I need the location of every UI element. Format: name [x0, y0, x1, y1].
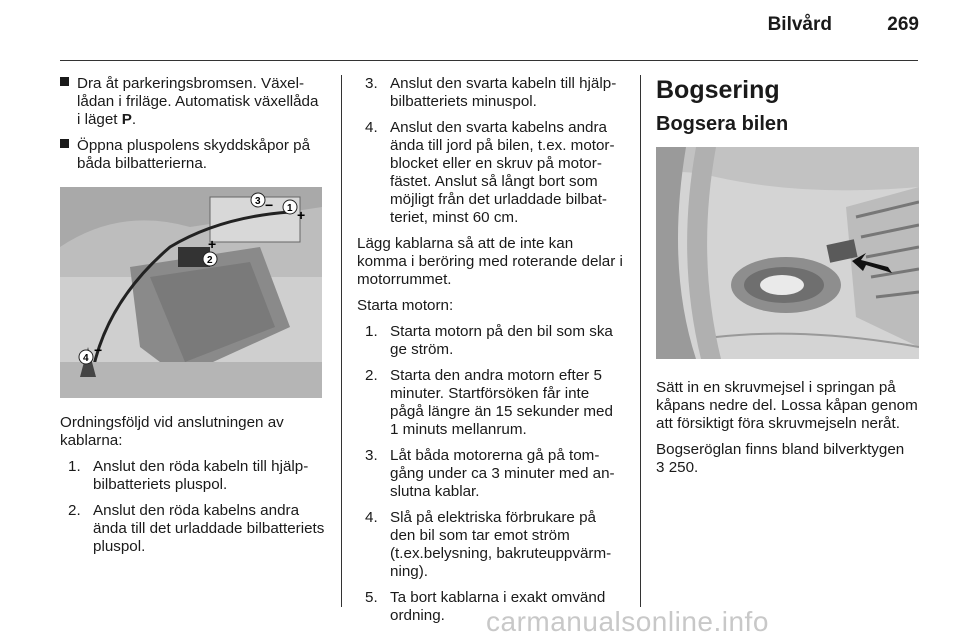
numbered-step: [365, 509, 625, 581]
column-divider-1: [341, 75, 342, 607]
page-reference-link[interactable]: 250.: [668, 459, 699, 476]
step-number: 2.: [68, 502, 81, 519]
header-rule: [60, 60, 918, 61]
figure-callout-4: 4: [83, 353, 89, 364]
figure-plus-mark: +: [208, 236, 217, 252]
numbered-step: [68, 458, 325, 494]
arrow-reference-icon: 3: [656, 459, 665, 476]
bullet-text-end: .: [131, 111, 137, 128]
bullet-square-icon: [60, 77, 69, 86]
step-text: Slå på elektriska förbrukare på den bil som tar emot ström (t.ex.belysning, bakruteuppvärmning).: [390, 509, 612, 580]
step-number: 4.: [365, 119, 378, 136]
step-text: Anslut den röda kabeln till hjälpbilbatteriets pluspol.: [93, 458, 309, 493]
numbered-step: [365, 367, 625, 439]
figure-callout-1: 1: [287, 203, 293, 214]
middle-column: [357, 75, 625, 633]
figure-plus-mark: +: [297, 207, 306, 223]
gear-position-label: P: [121, 111, 132, 128]
numbered-step: [365, 323, 625, 359]
tow-instructions: Sätt in en skruvmejsel i springan på kåpans nedre del. Lossa kåpan genom att försiktigt föra skruvmejseln neråt.: [656, 379, 918, 432]
step-number: 1.: [68, 458, 81, 475]
start-engine-intro: Starta motorn:: [357, 297, 454, 314]
step-text: Anslut den svarta kabelns andra ända till jord på bilen, t.ex. motorblocket eller en skruv på motorfästet. Anslut så långt bort som möjligt från det urladdade bilbatteriet, minst 60 cm.: [390, 119, 615, 226]
step-number: 3.: [365, 75, 378, 92]
cable-note: Lägg kablarna så att de inte kan komma i beröring med roterande delar i motorrummet.: [357, 235, 623, 288]
step-text: Starta den andra motorn efter 5 minuter. Startförsöken får inte pågå längre än 15 sekunder med 1 minuts mellanrum.: [390, 367, 613, 438]
step-number: 1.: [365, 323, 378, 340]
numbered-step: [68, 502, 325, 556]
section-heading: Bogsering: [656, 76, 780, 104]
bullet-square-icon: [60, 139, 69, 148]
tow-eye-location: [656, 441, 922, 477]
bullet-item: [60, 137, 325, 173]
numbered-step: [365, 119, 625, 227]
page-number: 269: [887, 14, 919, 35]
step-number: 2.: [365, 367, 378, 384]
tow-eye-cover-figure: [656, 147, 919, 359]
figure-callout-2: 2: [207, 255, 213, 266]
step-number: 3.: [365, 447, 378, 464]
left-column: [60, 75, 325, 564]
footer-watermark: carmanualsonline.info: [486, 606, 769, 637]
step-number: 4.: [365, 509, 378, 526]
right-column: [656, 75, 922, 477]
column-divider-2: [640, 75, 641, 607]
subsection-heading: Bogsera bilen: [656, 113, 789, 135]
figure-minus-mark: −: [94, 342, 103, 358]
connection-order-intro: Ordningsföljd vid anslutningen av kablarna:: [60, 414, 284, 449]
bullet-item: [60, 75, 325, 129]
figure-callout-3: 3: [255, 196, 261, 207]
page-header-title: Bilvård: [767, 14, 832, 35]
step-text: Anslut den röda kabelns andra ända till det urladdade bilbatteriets pluspol.: [93, 502, 325, 555]
step-text: Ta bort kablarna i exakt omvänd ordning.: [390, 589, 606, 624]
numbered-step: [365, 75, 625, 111]
figure-minus-mark: −: [265, 197, 274, 213]
tow-eye-text: Bogseröglan finns bland bilverktygen: [656, 441, 905, 458]
step-text: Låt båda motorerna gå på tomgång under ca 3 minuter med anslutna kablar.: [390, 447, 615, 500]
bullet-text: Dra åt parkeringsbromsen. Växellådan i friläge. Automatisk växellåda i läget: [77, 75, 319, 128]
step-text: Starta motorn på den bil som ska ge ström.: [390, 323, 613, 358]
step-text: Anslut den svarta kabeln till hjälpbilbatteriets minuspol.: [390, 75, 617, 110]
bullet-text: Öppna pluspolens skyddskåpor på båda bilbatterierna.: [77, 137, 311, 172]
numbered-step: [365, 447, 625, 501]
battery-jumpstart-figure: [60, 187, 322, 398]
step-number: 5.: [365, 589, 378, 606]
